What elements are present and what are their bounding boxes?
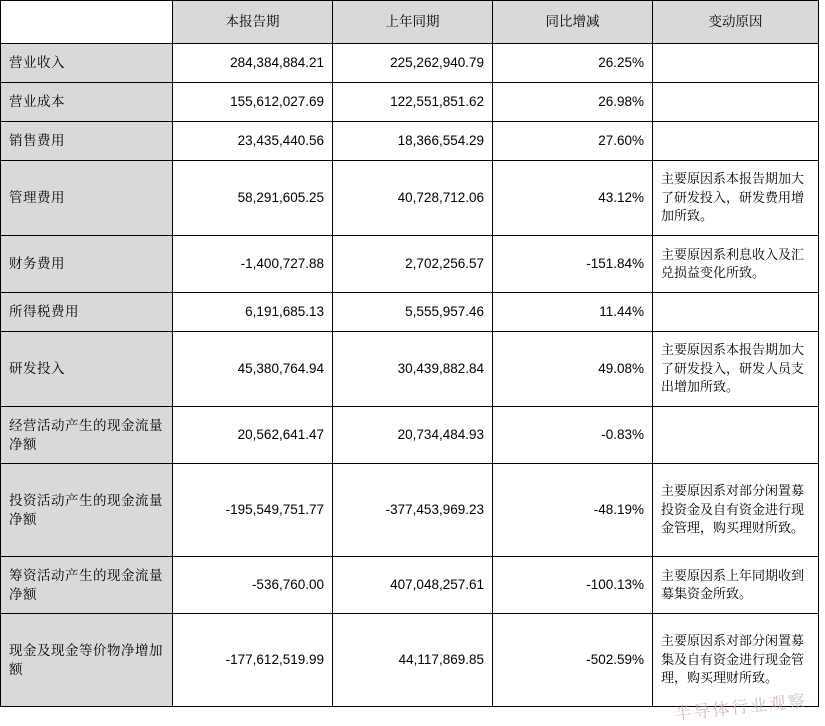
table-row <box>1 464 819 557</box>
row-label: 经营活动产生的现金流量净额 <box>1 407 173 464</box>
row-label: 现金及现金等价物净增加额 <box>1 614 173 707</box>
row-change-value: -48.19% <box>493 464 653 557</box>
row-previous-value: 20,734,484.93 <box>333 407 493 464</box>
row-reason: 主要原因系对部分闲置募集及自有资金进行现金管理，购买理财所致。 <box>653 614 819 707</box>
row-current-value: -1,400,727.88 <box>173 236 333 293</box>
row-previous-value: 40,728,712.06 <box>333 161 493 236</box>
row-label: 所得税费用 <box>1 293 173 332</box>
table-row <box>1 236 819 293</box>
row-change-value: -100.13% <box>493 557 653 614</box>
table-header-blank <box>1 1 173 44</box>
row-current-value: 58,291,605.25 <box>173 161 333 236</box>
table-header-previous-period: 上年同期 <box>333 1 493 44</box>
row-label: 投资活动产生的现金流量净额 <box>1 464 173 557</box>
row-previous-value: 18,366,554.29 <box>333 122 493 161</box>
row-change-value: 27.60% <box>493 122 653 161</box>
row-label: 筹资活动产生的现金流量净额 <box>1 557 173 614</box>
row-label: 管理费用 <box>1 161 173 236</box>
row-current-value: -536,760.00 <box>173 557 333 614</box>
row-current-value: -195,549,751.77 <box>173 464 333 557</box>
row-reason: 主要原因系本报告期加大了研发投入，研发费用增加所致。 <box>653 161 819 236</box>
row-change-value: 11.44% <box>493 293 653 332</box>
row-change-value: -151.84% <box>493 236 653 293</box>
table-header-current-period: 本报告期 <box>173 1 333 44</box>
row-label: 财务费用 <box>1 236 173 293</box>
row-previous-value: 44,117,869.85 <box>333 614 493 707</box>
row-reason: 主要原因系对部分闲置募投资金及自有资金进行现金管理，购买理财所致。 <box>653 464 819 557</box>
row-current-value: 284,384,884.21 <box>173 44 333 83</box>
row-change-value: -0.83% <box>493 407 653 464</box>
row-previous-value: 2,702,256.57 <box>333 236 493 293</box>
watermark: 半导体行业观察 <box>673 691 808 724</box>
row-label: 营业成本 <box>1 83 173 122</box>
row-change-value: -502.59% <box>493 614 653 707</box>
row-previous-value: 122,551,851.62 <box>333 83 493 122</box>
row-reason: 主要原因系本报告期加大了研发投入，研发人员支出增加所致。 <box>653 332 819 407</box>
row-change-value: 26.25% <box>493 44 653 83</box>
row-reason <box>653 407 819 464</box>
table-row <box>1 614 819 707</box>
table-row <box>1 293 819 332</box>
row-previous-value: 225,262,940.79 <box>333 44 493 83</box>
row-reason <box>653 83 819 122</box>
row-previous-value: 407,048,257.61 <box>333 557 493 614</box>
row-previous-value: 5,555,957.46 <box>333 293 493 332</box>
row-current-value: 23,435,440.56 <box>173 122 333 161</box>
table-row <box>1 557 819 614</box>
row-reason <box>653 293 819 332</box>
table-row <box>1 122 819 161</box>
row-reason: 主要原因系利息收入及汇兑损益变化所致。 <box>653 236 819 293</box>
row-current-value: 20,562,641.47 <box>173 407 333 464</box>
row-label: 营业收入 <box>1 44 173 83</box>
row-current-value: 6,191,685.13 <box>173 293 333 332</box>
table-row <box>1 407 819 464</box>
row-label: 销售费用 <box>1 122 173 161</box>
row-previous-value: -377,453,969.23 <box>333 464 493 557</box>
row-current-value: -177,612,519.99 <box>173 614 333 707</box>
row-change-value: 26.98% <box>493 83 653 122</box>
row-current-value: 155,612,027.69 <box>173 83 333 122</box>
table-row <box>1 83 819 122</box>
table-row <box>1 44 819 83</box>
row-change-value: 49.08% <box>493 332 653 407</box>
table-body <box>1 44 819 707</box>
table-header-change: 同比增减 <box>493 1 653 44</box>
table-header <box>1 1 819 44</box>
row-current-value: 45,380,764.94 <box>173 332 333 407</box>
table-row <box>1 332 819 407</box>
row-reason <box>653 44 819 83</box>
row-reason: 主要原因系上年同期收到募集资金所致。 <box>653 557 819 614</box>
row-label: 研发投入 <box>1 332 173 407</box>
table-header-reason: 变动原因 <box>653 1 819 44</box>
row-reason <box>653 122 819 161</box>
table-row <box>1 161 819 236</box>
table-header-row <box>1 1 819 44</box>
row-previous-value: 30,439,882.84 <box>333 332 493 407</box>
row-change-value: 43.12% <box>493 161 653 236</box>
